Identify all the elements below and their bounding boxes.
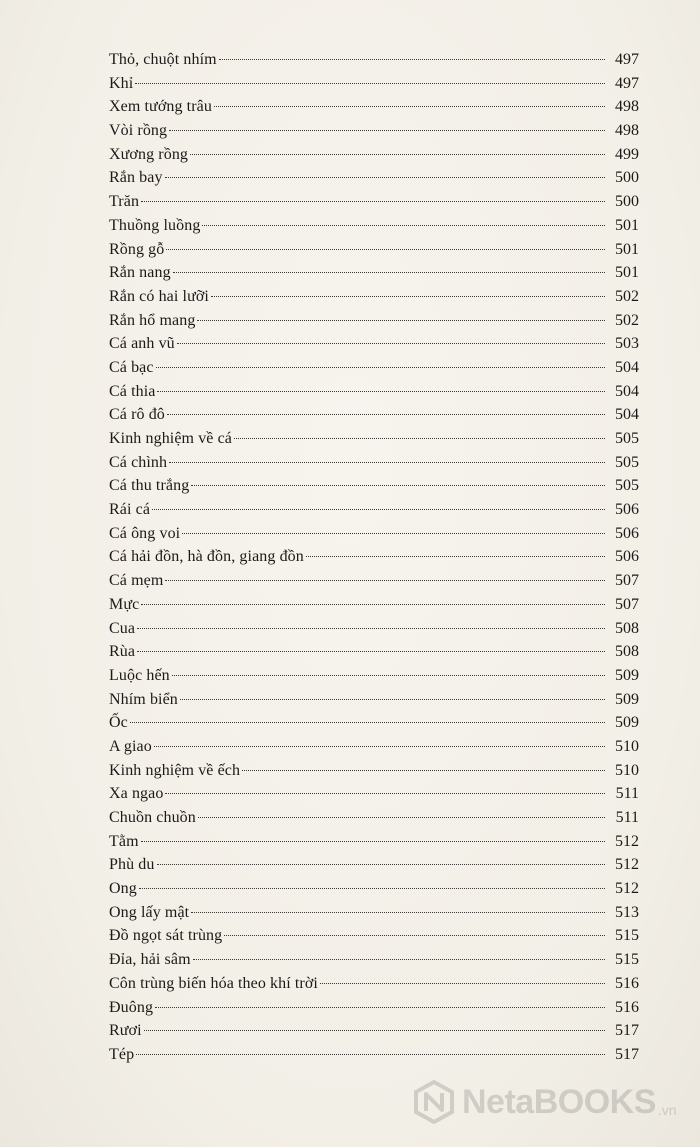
- toc-entry-title: Đỉa, hải sâm: [109, 951, 191, 969]
- dot-leader: [190, 154, 605, 155]
- dot-leader: [211, 296, 605, 297]
- toc-entry: [109, 143, 639, 167]
- toc-entry: [109, 924, 639, 948]
- dot-leader: [157, 864, 606, 865]
- dot-leader: [135, 83, 605, 84]
- toc-entry-page-number: 504: [615, 358, 639, 376]
- n-logo-icon: [412, 1080, 456, 1124]
- toc-entry: [109, 948, 639, 972]
- toc-entry-page-number: 505: [615, 453, 639, 471]
- watermark: [412, 1080, 677, 1124]
- toc-entry: [109, 474, 639, 498]
- toc-entry: [109, 48, 639, 72]
- dot-leader: [177, 343, 605, 344]
- toc-entry-page-number: 506: [615, 548, 639, 566]
- toc-entry-title: Xa ngao: [109, 785, 164, 803]
- dot-leader: [137, 651, 605, 652]
- toc-entry-page-number: 508: [615, 619, 639, 637]
- toc-entry-page-number: 512: [615, 832, 639, 850]
- toc-entry-page-number: 517: [615, 1022, 639, 1040]
- toc-entry-title: Cá mẹm: [109, 572, 164, 590]
- toc-entry-title: Rươi: [109, 1022, 142, 1040]
- dot-leader: [172, 675, 605, 676]
- toc-entry-page-number: 500: [615, 193, 639, 211]
- dot-leader: [191, 485, 605, 486]
- toc-entry-page-number: 513: [615, 903, 639, 921]
- dot-leader: [165, 580, 605, 581]
- toc-entry-title: Thỏ, chuột nhím: [109, 51, 217, 68]
- toc-entry: [109, 238, 639, 262]
- toc-entry-title: Rắn bay: [109, 169, 163, 187]
- toc-entry-title: Rùa: [109, 643, 136, 661]
- toc-entry-page-number: 497: [615, 51, 639, 68]
- toc-entry-title: Đuông: [109, 998, 154, 1016]
- toc-entry-page-number: 512: [615, 880, 639, 898]
- dot-leader: [320, 983, 605, 984]
- toc-entry: [109, 664, 639, 688]
- toc-entry: [109, 782, 639, 806]
- dot-leader: [214, 106, 605, 107]
- toc-entry-title: Tằm: [109, 832, 139, 850]
- dot-leader: [169, 462, 605, 463]
- toc-entry: [109, 72, 639, 96]
- toc-entry-title: Cá ông voi: [109, 524, 181, 542]
- dot-leader: [166, 249, 605, 250]
- dot-leader: [136, 1054, 605, 1055]
- toc-entry-page-number: 506: [615, 501, 639, 519]
- toc-entry-page-number: 498: [615, 98, 639, 116]
- toc-entry: [109, 119, 639, 143]
- toc-entry: [109, 403, 639, 427]
- dot-leader: [141, 201, 605, 202]
- toc-entry-title: Cá thia: [109, 382, 156, 400]
- dot-leader: [191, 912, 605, 913]
- dot-leader: [306, 556, 605, 557]
- dot-leader: [202, 225, 605, 226]
- toc-entry: [109, 759, 639, 783]
- toc-entry-title: Cá rô đô: [109, 406, 165, 424]
- dot-leader: [198, 817, 605, 818]
- toc-entry-page-number: 511: [615, 809, 639, 826]
- watermark-suffix: .vn: [657, 1102, 677, 1118]
- toc-entry: [109, 640, 639, 664]
- toc-entry-page-number: 501: [615, 240, 639, 258]
- toc-entry: [109, 711, 639, 735]
- table-of-contents: [109, 48, 639, 1067]
- toc-entry-page-number: 509: [615, 690, 639, 708]
- toc-entry-page-number: 501: [615, 216, 639, 234]
- toc-entry-title: Đồ ngọt sát trùng: [109, 927, 223, 945]
- toc-entry-page-number: 507: [615, 572, 639, 590]
- toc-entry-page-number: 500: [615, 169, 639, 187]
- toc-entry: [109, 901, 639, 925]
- toc-entry: [109, 190, 639, 214]
- toc-entry-page-number: 510: [615, 737, 639, 755]
- toc-entry: [109, 261, 639, 285]
- dot-leader: [141, 604, 605, 605]
- toc-entry: [109, 972, 639, 996]
- toc-entry-title: Mực: [109, 595, 140, 613]
- toc-entry: [109, 166, 639, 190]
- toc-entry-title: Ong lấy mật: [109, 903, 190, 921]
- toc-entry-page-number: 505: [615, 477, 639, 495]
- toc-entry-title: A giao: [109, 737, 152, 755]
- dot-leader: [154, 746, 605, 747]
- dot-leader: [141, 841, 605, 842]
- dot-leader: [173, 272, 605, 273]
- toc-entry-page-number: 509: [615, 714, 639, 732]
- toc-entry-title: Phù du: [109, 856, 155, 874]
- toc-entry-title: Rồng gỗ: [109, 240, 165, 258]
- toc-entry-title: Nhím biển: [109, 690, 178, 708]
- toc-entry-page-number: 502: [615, 287, 639, 305]
- toc-entry: [109, 545, 639, 569]
- toc-entry: [109, 617, 639, 641]
- toc-entry-title: Thuồng luồng: [109, 216, 201, 234]
- toc-entry: [109, 451, 639, 475]
- toc-entry-title: Xem tướng trâu: [109, 98, 212, 116]
- toc-entry: [109, 1043, 639, 1067]
- toc-entry: [109, 498, 639, 522]
- dot-leader: [224, 935, 605, 936]
- toc-entry: [109, 309, 639, 333]
- toc-entry-page-number: 502: [615, 311, 639, 329]
- toc-entry: [109, 95, 639, 119]
- toc-entry: [109, 853, 639, 877]
- toc-entry-page-number: 504: [615, 382, 639, 400]
- toc-entry-title: Cá chình: [109, 453, 168, 471]
- toc-entry: [109, 806, 639, 830]
- toc-entry-title: Tép: [109, 1045, 135, 1063]
- dot-leader: [180, 699, 605, 700]
- toc-entry-page-number: 501: [615, 264, 639, 282]
- toc-entry-title: Rái cá: [109, 501, 151, 519]
- toc-entry: [109, 522, 639, 546]
- toc-entry-title: Cá bạc: [109, 358, 154, 376]
- toc-entry-title: Chuồn chuồn: [109, 809, 196, 826]
- toc-entry-page-number: 509: [615, 666, 639, 684]
- toc-entry: [109, 735, 639, 759]
- toc-entry: [109, 569, 639, 593]
- toc-entry-title: Kinh nghiệm về cá: [109, 430, 232, 447]
- dot-leader: [152, 509, 605, 510]
- dot-leader: [130, 722, 605, 723]
- toc-entry-title: Cua: [109, 619, 136, 637]
- toc-entry-page-number: 512: [615, 856, 639, 874]
- toc-entry-page-number: 515: [615, 951, 639, 969]
- toc-entry-page-number: 515: [615, 927, 639, 945]
- toc-entry-page-number: 516: [615, 998, 639, 1016]
- dot-leader: [144, 1030, 605, 1031]
- dot-leader: [234, 438, 605, 439]
- dot-leader: [155, 1007, 605, 1008]
- dot-leader: [156, 367, 605, 368]
- toc-entry-page-number: 499: [615, 145, 639, 163]
- toc-entry-title: Cá anh vũ: [109, 335, 175, 353]
- dot-leader: [139, 888, 605, 889]
- dot-leader: [157, 391, 605, 392]
- toc-entry: [109, 688, 639, 712]
- dot-leader: [165, 793, 605, 794]
- toc-entry-title: Côn trùng biến hóa theo khí trời: [109, 974, 318, 992]
- dot-leader: [137, 628, 605, 629]
- toc-entry: [109, 877, 639, 901]
- toc-entry-title: Cá hải đồn, hà đồn, giang đồn: [109, 548, 304, 566]
- toc-entry-page-number: 504: [615, 406, 639, 424]
- toc-entry-page-number: 511: [615, 785, 639, 803]
- toc-entry-title: Xương rồng: [109, 145, 189, 163]
- toc-entry-page-number: 497: [615, 74, 639, 92]
- toc-entry-page-number: 516: [615, 974, 639, 992]
- toc-entry: [109, 214, 639, 238]
- toc-entry-title: Vòi rồng: [109, 122, 168, 140]
- dot-leader: [167, 414, 605, 415]
- toc-entry: [109, 593, 639, 617]
- dot-leader: [165, 177, 605, 178]
- toc-entry-title: Khỉ: [109, 74, 134, 92]
- toc-entry-title: Rắn có hai lưỡi: [109, 287, 209, 305]
- toc-entry: [109, 1019, 639, 1043]
- toc-entry: [109, 996, 639, 1020]
- watermark-brand: NetaBOOKS: [462, 1082, 656, 1121]
- toc-entry: [109, 356, 639, 380]
- toc-entry-title: Luộc hến: [109, 666, 170, 684]
- toc-entry-title: Kinh nghiệm về ếch: [109, 761, 241, 779]
- toc-entry-title: Ong: [109, 880, 137, 898]
- toc-entry-page-number: 508: [615, 643, 639, 661]
- toc-entry-title: Rắn hổ mang: [109, 311, 196, 329]
- dot-leader: [242, 770, 605, 771]
- toc-entry-page-number: 498: [615, 122, 639, 140]
- dot-leader: [182, 533, 605, 534]
- toc-entry-title: Cá thu trắng: [109, 477, 190, 495]
- toc-entry-page-number: 507: [615, 595, 639, 613]
- toc-entry: [109, 285, 639, 309]
- toc-entry-page-number: 506: [615, 524, 639, 542]
- toc-entry-page-number: 505: [615, 430, 639, 447]
- toc-entry-page-number: 503: [615, 335, 639, 353]
- toc-entry-title: Rắn nang: [109, 264, 171, 282]
- toc-entry-page-number: 510: [615, 761, 639, 779]
- toc-entry: [109, 332, 639, 356]
- dot-leader: [219, 59, 605, 60]
- dot-leader: [169, 130, 605, 131]
- dot-leader: [197, 320, 605, 321]
- toc-entry: [109, 380, 639, 404]
- toc-entry-page-number: 517: [615, 1045, 639, 1063]
- dot-leader: [193, 959, 605, 960]
- toc-entry: [109, 427, 639, 451]
- toc-entry: [109, 830, 639, 854]
- toc-entry-title: Ốc: [109, 714, 128, 732]
- toc-entry-title: Trăn: [109, 193, 140, 211]
